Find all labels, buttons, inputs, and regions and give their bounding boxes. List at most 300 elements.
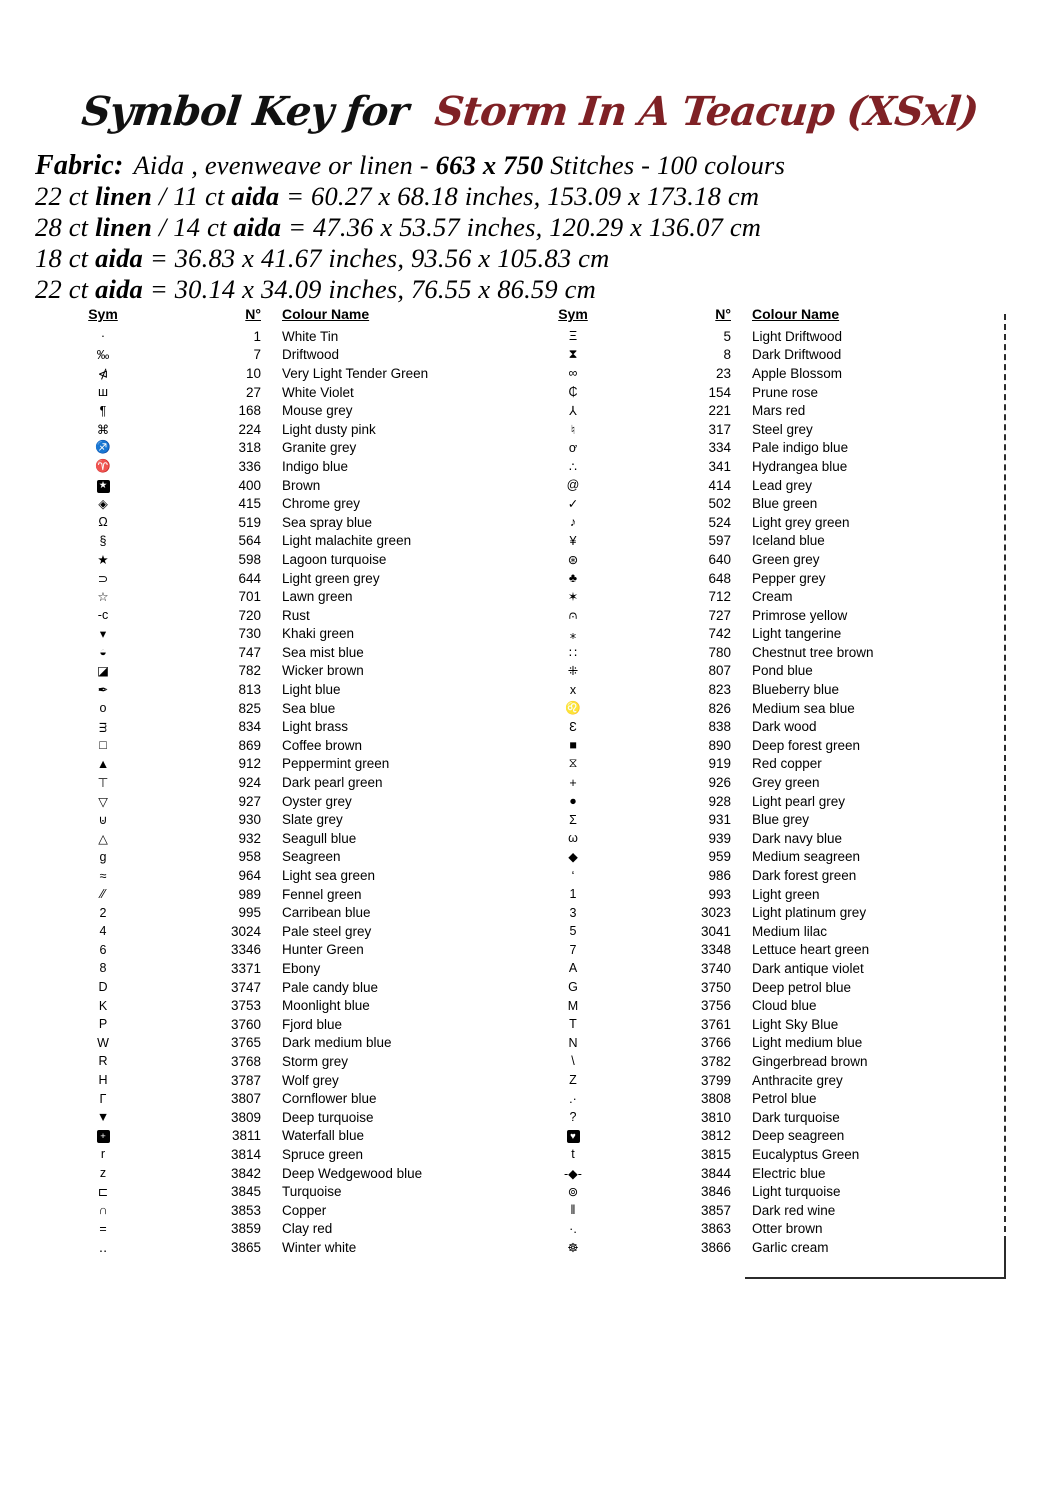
thread-number-cell: 3768 (230, 1053, 261, 1069)
symbol-cell (530, 459, 616, 474)
key-row (60, 1127, 530, 1146)
symbol-cell (60, 459, 146, 474)
symbol-cell (60, 440, 146, 455)
thread-number-cell: 3846 (700, 1184, 731, 1200)
thread-number-cell: 930 (238, 812, 261, 828)
key-row (530, 476, 1000, 495)
symbol-cell (60, 1110, 146, 1124)
symbol-cell (530, 1184, 616, 1199)
symbol-cell (60, 887, 146, 901)
thread-number-cell: 3750 (700, 979, 731, 995)
stitch-symbol: r (100, 1147, 106, 1162)
thread-number-cell: 341 (708, 458, 731, 474)
stitch-symbol: A (568, 961, 578, 976)
colour-name-cell: Copper (282, 1202, 327, 1218)
key-row (60, 978, 530, 997)
thread-number-cell: 742 (708, 626, 731, 642)
key-row (530, 1015, 1000, 1034)
colour-name-cell: Seagreen (282, 849, 341, 865)
colour-name-cell: Lawn green (282, 589, 353, 605)
stitch-symbol: ∞ (568, 366, 578, 381)
thread-number-cell: 336 (238, 458, 261, 474)
stitch-symbol: ∷ (569, 645, 577, 660)
fabric-text: Aida , evenweave or linen - (133, 150, 436, 180)
colour-name-cell: Mars red (752, 403, 806, 419)
thread-number-cell: 838 (708, 719, 731, 735)
thread-number-cell: 3346 (230, 942, 261, 958)
stitch-symbol: ♌ (565, 700, 581, 715)
key-row (60, 941, 530, 960)
stitch-symbol: T (569, 1017, 577, 1032)
key-row (60, 346, 530, 365)
symbol-cell (530, 869, 616, 883)
symbol-cell (60, 775, 146, 790)
symbol-cell (60, 999, 146, 1013)
thread-number-cell: 993 (708, 886, 731, 902)
table-right-border-bottom-segment (1004, 1240, 1006, 1279)
key-row (530, 941, 1000, 960)
symbol-cell (530, 924, 616, 938)
symbol-cell (530, 329, 616, 343)
key-row (530, 773, 1000, 792)
stitch-symbol: 6 (99, 942, 107, 957)
colour-name-cell: Cloud blue (752, 998, 817, 1014)
thread-number-cell: 334 (708, 440, 731, 456)
thread-number-cell: 813 (238, 682, 261, 698)
key-row (530, 439, 1000, 458)
key-row (60, 792, 530, 811)
symbol-cell (530, 422, 616, 437)
stitch-symbol: 2 (99, 905, 107, 920)
symbol-cell (60, 757, 146, 771)
key-row (60, 680, 530, 699)
symbol-cell (60, 645, 146, 659)
thread-number-cell: 7 (253, 347, 261, 363)
key-row (60, 1201, 530, 1220)
symbol-cell (530, 831, 616, 845)
colour-name-cell: Light brass (282, 719, 349, 735)
colour-name-cell: Lagoon turquoise (282, 551, 387, 567)
stitch-symbol: + (569, 775, 577, 790)
header-colour-name: Colour Name (282, 306, 370, 322)
thread-number-cell: 3761 (700, 1016, 731, 1032)
thread-number-cell: 825 (238, 700, 261, 716)
key-row (60, 457, 530, 476)
key-row (530, 1220, 1000, 1239)
symbol-cell (530, 589, 616, 604)
key-row (530, 885, 1000, 904)
stitch-symbol: · (100, 329, 106, 344)
thread-number-cell: 3859 (230, 1221, 261, 1237)
colour-name-cell: Eucalyptus Green (752, 1146, 860, 1162)
thread-number-cell: 3765 (230, 1035, 261, 1051)
stitch-symbol: ● (569, 794, 577, 809)
thread-number-cell: 400 (238, 477, 261, 493)
key-row (60, 513, 530, 532)
stitch-symbol: M (567, 998, 579, 1013)
stitch-symbol: ▼ (96, 1110, 110, 1125)
thread-number-cell: 712 (708, 589, 731, 605)
thread-number-cell: 3863 (700, 1221, 731, 1237)
thread-number-cell: 414 (708, 477, 731, 493)
key-row (530, 792, 1000, 811)
symbol-cell (60, 1147, 146, 1161)
stitch-symbol: 7 (569, 942, 577, 957)
key-row (530, 1052, 1000, 1071)
symbol-cell (60, 404, 146, 418)
header-num: N° (245, 306, 261, 322)
colour-name-cell: Dark forest green (752, 868, 857, 884)
colour-name-cell: Iceland blue (752, 533, 825, 549)
thread-number-cell: 3799 (700, 1072, 731, 1088)
stitch-symbol: ✓ (567, 497, 579, 512)
key-row (530, 829, 1000, 848)
colour-name-cell: Sea blue (282, 700, 336, 716)
symbol-cell (60, 794, 146, 809)
thread-number-cell: 3348 (700, 942, 731, 958)
thread-number-cell: 3766 (700, 1035, 731, 1051)
colour-name-cell: Medium sea blue (752, 700, 855, 716)
stitch-symbol: ◈ (98, 497, 108, 512)
key-row (60, 1108, 530, 1127)
fabric-line-main (35, 150, 1035, 181)
colour-name-cell: Oyster grey (282, 793, 352, 809)
colour-name-cell: Fjord blue (282, 1016, 343, 1032)
symbol-cell (530, 943, 616, 957)
stitch-symbol: ⋪ (97, 366, 109, 381)
symbol-cell (530, 552, 616, 567)
thread-number-cell: 3371 (230, 960, 261, 976)
thread-number-cell: 1 (253, 328, 261, 344)
colour-name-cell: Light platinum grey (752, 905, 867, 921)
colour-name-cell: Medium seagreen (752, 849, 861, 865)
colour-name-cell: Peppermint green (282, 756, 390, 772)
stitch-symbol: ⧖ (568, 756, 578, 771)
thread-number-cell: 823 (708, 682, 731, 698)
colour-name-cell: Carribean blue (282, 905, 371, 921)
colour-name-cell: Dark navy blue (752, 830, 843, 846)
symbol-cell (530, 496, 616, 511)
stitch-symbol: ♣ (568, 571, 578, 586)
symbol-cell (530, 478, 616, 492)
symbol-cell (530, 980, 616, 994)
thread-number-cell: 939 (708, 830, 731, 846)
thread-number-cell: 597 (708, 533, 731, 549)
thread-number-cell: 415 (238, 496, 261, 512)
key-row (530, 457, 1000, 476)
thread-number-cell: 890 (708, 737, 731, 753)
symbol-cell (60, 385, 146, 399)
colour-name-cell: Otter brown (752, 1221, 823, 1237)
colour-name-cell: Pale steel grey (282, 923, 372, 939)
stitch-symbol: Ω (98, 515, 108, 530)
thread-number-cell: 928 (708, 793, 731, 809)
colour-name-cell: Rust (282, 607, 310, 623)
fabric-label: Fabric: (35, 150, 124, 181)
colour-name-cell: Light malachite green (282, 533, 412, 549)
symbol-cell (530, 645, 616, 660)
colour-name-cell: Chrome grey (282, 496, 361, 512)
stitch-symbol: ⁄⁄ (100, 887, 106, 902)
symbol-cell (530, 906, 616, 920)
colour-name-cell: Blueberry blue (752, 682, 840, 698)
stitch-symbol: ♐ (95, 440, 111, 455)
key-row (60, 532, 530, 551)
thread-number-cell: 924 (238, 775, 261, 791)
key-row (60, 1052, 530, 1071)
colour-name-cell: Moonlight blue (282, 998, 370, 1014)
key-row (60, 1015, 530, 1034)
thread-number-cell: 747 (238, 644, 261, 660)
symbol-cell (60, 924, 146, 938)
stitch-symbol: x (569, 682, 577, 697)
thread-number-cell: 3815 (700, 1146, 731, 1162)
stitch-symbol: ♥ (567, 1130, 580, 1143)
key-row (530, 903, 1000, 922)
stitch-symbol: ♪ (569, 515, 577, 530)
symbol-cell (530, 1036, 616, 1050)
colour-name-cell: Light medium blue (752, 1035, 863, 1051)
thread-number-cell: 869 (238, 737, 261, 753)
key-row (530, 680, 1000, 699)
colour-name-cell: Grey green (752, 775, 820, 791)
thread-number-cell: 727 (708, 607, 731, 623)
colour-name-cell: Granite grey (282, 440, 357, 456)
size-line-2: 28 ct linen / 14 ct aida = 47.36 x 53.57 inches, 120.29 x 136.07 cm (35, 212, 762, 242)
stitch-symbol: t (571, 1147, 575, 1162)
stitch-symbol: ∩ (98, 1203, 108, 1218)
colour-name-cell: Light Sky Blue (752, 1016, 839, 1032)
colour-name-cell: Waterfall blue (282, 1128, 365, 1144)
symbol-cell (530, 1054, 616, 1068)
key-row (60, 476, 530, 495)
key-row (60, 959, 530, 978)
thread-number-cell: 701 (238, 589, 261, 605)
colour-name-cell: Ebony (282, 960, 321, 976)
colour-name-cell: Hydrangea blue (752, 458, 848, 474)
colour-name-cell: Light pearl grey (752, 793, 846, 809)
colour-name-cell: Driftwood (282, 347, 340, 363)
symbol-cell (530, 1147, 616, 1161)
symbol-cell (530, 663, 616, 678)
symbol-cell (60, 496, 146, 511)
stitch-symbol: ⊍ (98, 813, 108, 828)
symbol-cell (60, 1166, 146, 1180)
symbol-cell (530, 961, 616, 975)
symbol-cell (530, 999, 616, 1013)
symbol-cell (530, 849, 616, 864)
colour-name-cell: Light blue (282, 682, 341, 698)
thread-number-cell: 3753 (230, 998, 261, 1014)
colour-name-cell: Light Driftwood (752, 328, 843, 344)
thread-number-cell: 8 (723, 347, 731, 363)
key-row (530, 1089, 1000, 1108)
thread-number-cell: 168 (238, 403, 261, 419)
key-row (530, 346, 1000, 365)
thread-number-cell: 519 (238, 514, 261, 530)
thread-number-cell: 807 (708, 663, 731, 679)
colour-name-cell: Steel grey (752, 421, 813, 437)
colour-name-cell: Khaki green (282, 626, 355, 642)
colour-name-cell: Primrose yellow (752, 607, 848, 623)
thread-number-cell: 318 (238, 440, 261, 456)
stitch-symbol: ¶ (99, 403, 107, 418)
thread-number-cell: 964 (238, 868, 261, 884)
symbol-cell (530, 1222, 616, 1236)
thread-number-cell: 3814 (230, 1146, 261, 1162)
stitch-symbol: G (568, 980, 578, 995)
thread-number-cell: 995 (238, 905, 261, 921)
stitch-symbol: ‖ (570, 1203, 576, 1218)
colour-name-cell: Cornflower blue (282, 1091, 377, 1107)
table-right-dashed-border (1004, 314, 1006, 1242)
symbol-cell (530, 738, 616, 752)
thread-number-cell: 826 (708, 700, 731, 716)
colour-name-cell: Apple Blossom (752, 365, 843, 381)
key-row (530, 810, 1000, 829)
symbol-cell (60, 663, 146, 678)
stitch-symbol: P (98, 1017, 108, 1032)
header-sym: Sym (558, 306, 588, 322)
colour-name-cell: Seagull blue (282, 830, 357, 846)
thread-number-cell: 986 (708, 868, 731, 884)
thread-number-cell: 648 (708, 570, 731, 586)
key-row (60, 606, 530, 625)
thread-number-cell: 3811 (231, 1128, 261, 1144)
key-row (530, 1201, 1000, 1220)
symbol-cell (60, 831, 146, 846)
stitch-symbol: ᴟ (99, 719, 107, 734)
colour-name-cell: Petrol blue (752, 1091, 817, 1107)
colour-name-cell: Wolf grey (282, 1072, 339, 1088)
thread-number-cell: 3756 (700, 998, 731, 1014)
stitch-symbol: ⌘ (96, 422, 110, 437)
colour-count-text: Stitches - 100 colours (543, 150, 786, 180)
thread-number-cell: 224 (238, 421, 261, 437)
stitch-symbol: ơ (568, 440, 578, 455)
colour-name-cell: Storm grey (282, 1053, 349, 1069)
colour-name-cell: Anthracite grey (752, 1072, 843, 1088)
stitch-symbol: ⊛ (567, 552, 579, 567)
key-row (530, 1145, 1000, 1164)
colour-name-cell: Mouse grey (282, 403, 353, 419)
thread-number-cell: 3809 (230, 1109, 261, 1125)
key-row (60, 736, 530, 755)
thread-number-cell: 720 (238, 607, 261, 623)
stitch-symbol: ■ (569, 738, 577, 753)
colour-name-cell: Winter white (282, 1239, 357, 1255)
key-row (60, 569, 530, 588)
thread-number-cell: 3865 (230, 1239, 261, 1255)
size-line-3: 18 ct aida = 36.83 x 41.67 inches, 93.56 x 105.83 cm (35, 243, 610, 273)
key-row (60, 996, 530, 1015)
key-row (530, 513, 1000, 532)
key-row (530, 848, 1000, 867)
key-row (530, 625, 1000, 644)
key-row (60, 1071, 530, 1090)
key-row (60, 717, 530, 736)
stitch-symbol: □ (99, 738, 107, 753)
colour-name-cell: Deep petrol blue (752, 979, 852, 995)
colour-name-cell: Blue grey (752, 812, 810, 828)
key-row (530, 755, 1000, 774)
key-row (530, 736, 1000, 755)
stitch-symbol: g (99, 849, 107, 864)
key-row (530, 717, 1000, 736)
colour-name-cell: White Violet (282, 384, 354, 400)
symbol-cell (530, 626, 616, 641)
stitch-symbol: ★ (97, 552, 109, 567)
stitch-symbol: ·. (569, 1221, 577, 1236)
colour-name-cell: Sea mist blue (282, 644, 364, 660)
thread-number-cell: 3857 (700, 1202, 731, 1218)
key-row (530, 978, 1000, 997)
symbol-cell (60, 589, 146, 604)
key-row (60, 1164, 530, 1183)
symbol-cell (60, 720, 146, 734)
key-row (60, 364, 530, 383)
key-row (60, 829, 530, 848)
thread-number-cell: 3810 (700, 1109, 731, 1125)
colour-name-cell: Deep forest green (752, 737, 861, 753)
symbol-cell (60, 738, 146, 752)
key-row (60, 1145, 530, 1164)
thread-number-cell: 919 (708, 756, 731, 772)
stitch-symbol: ‰ (96, 347, 110, 362)
thread-number-cell: 3023 (700, 905, 731, 921)
stitch-symbol: R (98, 1054, 108, 1069)
key-column-right (530, 306, 1000, 1257)
thread-number-cell: 317 (708, 421, 731, 437)
thread-number-cell: 3760 (230, 1016, 261, 1032)
key-row (530, 1108, 1000, 1127)
colour-name-cell: Pale indigo blue (752, 440, 849, 456)
key-row (530, 866, 1000, 885)
colour-name-cell: Lettuce heart green (752, 942, 870, 958)
key-row (60, 327, 530, 346)
thread-number-cell: 782 (238, 663, 261, 679)
symbol-cell (60, 534, 146, 548)
colour-name-cell: Deep Wedgewood blue (282, 1165, 423, 1181)
stitch-symbol: ◒ (99, 645, 107, 660)
thread-number-cell: 912 (238, 756, 261, 772)
symbol-cell (60, 850, 146, 864)
stitch-symbol: \ (571, 1054, 575, 1069)
colour-name-cell: Very Light Tender Green (282, 365, 429, 381)
thread-number-cell: 834 (238, 719, 261, 735)
stitch-symbol: ω (568, 831, 578, 846)
thread-number-cell: 3807 (230, 1091, 261, 1107)
thread-number-cell: 927 (238, 793, 261, 809)
title-pattern-name: Storm In A Teacup (XSxl) (432, 88, 981, 135)
stitch-symbol: 4 (99, 924, 107, 939)
table-bottom-border (745, 1277, 1006, 1279)
symbol-cell (530, 1110, 616, 1124)
colour-name-cell: Dark pearl green (282, 775, 383, 791)
symbol-cell (60, 608, 146, 622)
colour-name-cell: Prune rose (752, 384, 819, 400)
key-rows-left (60, 327, 530, 1257)
key-row (530, 922, 1000, 941)
key-row (60, 439, 530, 458)
symbol-cell (60, 1240, 146, 1255)
symbol-cell (530, 441, 616, 455)
symbol-cell (60, 1036, 146, 1050)
symbol-cell (530, 887, 616, 901)
key-header-row (60, 306, 530, 327)
thread-number-cell: 23 (715, 365, 731, 381)
stitch-symbol: @ (566, 478, 580, 493)
